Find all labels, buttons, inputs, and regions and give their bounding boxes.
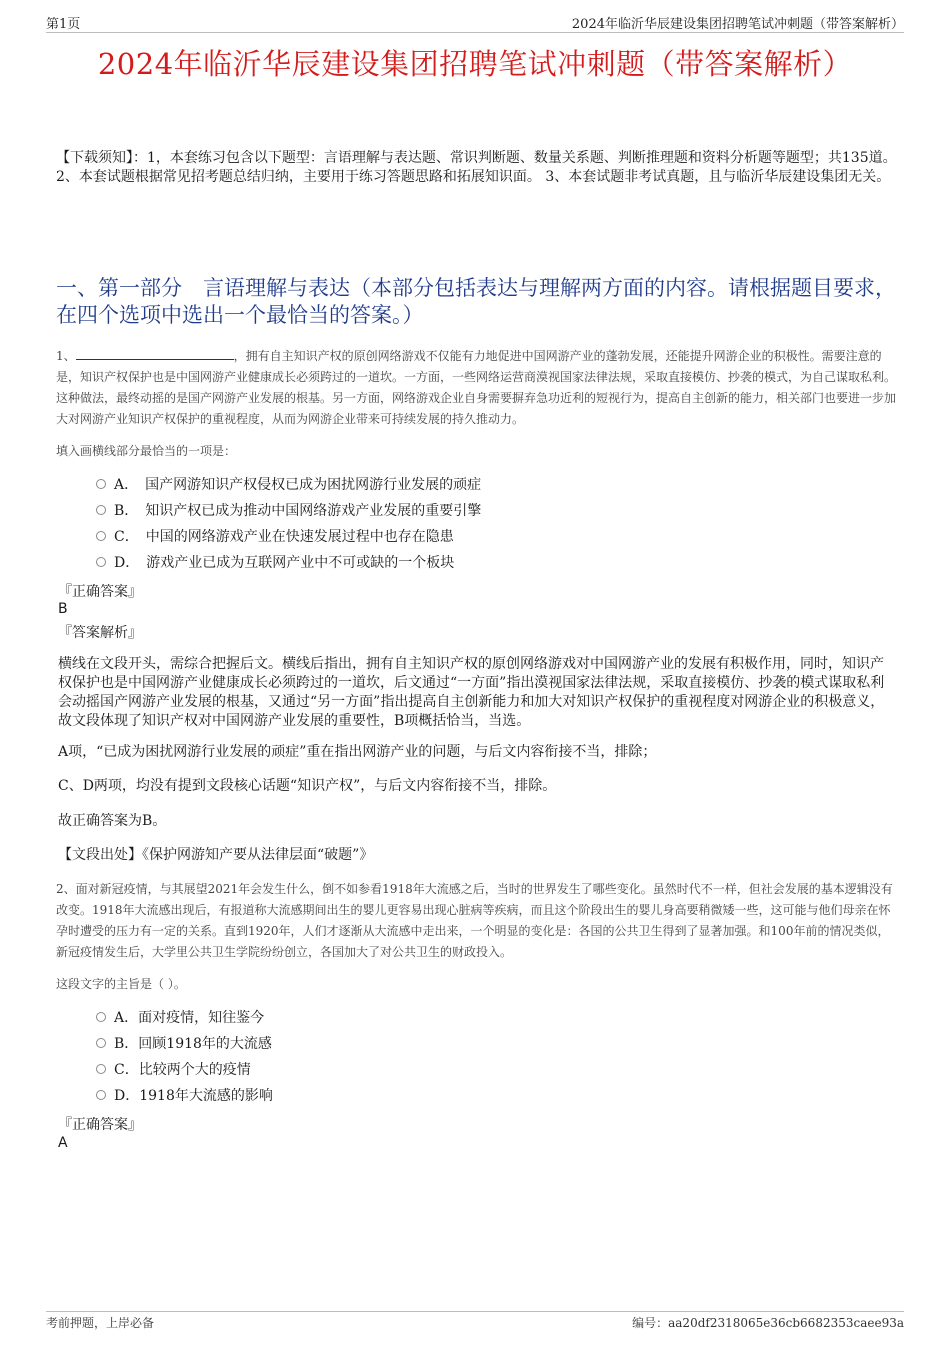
answer-blank bbox=[76, 347, 234, 360]
option-a[interactable] bbox=[96, 1005, 273, 1031]
answer-label: 『正确答案』 bbox=[58, 1117, 142, 1133]
question-body: 面对新冠疫情，与其展望2021年会发生什么，倒不如参看1918年大流感之后，当时的世界发生了哪些变化。虽然时代不一样，但社会发展的基本逻辑没有改变。1918年大流感出现后，有报道称大流感期间出生的婴儿更容易出现心脏病等疾病，而且这个阶段出生的婴儿身高要稍微矮一些，这可能与他们母亲在怀孕时遭受的压力有一定的关系。直到1920年，人们才逐渐从大流感中走出来，一个明显的变化是：各国的公共卫生得到了显著加强。和100年前的情况类似，新冠疫情发生后，大学里公共卫生学院纷纷创立，各国加大了对公共卫生的财政投入。 bbox=[56, 882, 893, 959]
question-2-options bbox=[96, 1005, 273, 1109]
radio-icon[interactable] bbox=[96, 1064, 106, 1074]
option-c[interactable] bbox=[96, 1057, 273, 1083]
answer-label: 『正确答案』 bbox=[58, 584, 142, 600]
radio-icon[interactable] bbox=[96, 505, 106, 515]
download-notice: 【下载须知】：1，本套练习包含以下题型：言语理解与表达题、常识判断题、数量关系题、判断推理题和资料分析题等题型；共135道。 2、本套试题根据常见招考题总结归纳，主要用于练习答题思路和拓展知识面。 3、本套试题非考试真题，且与临沂华辰建设集团无关。 bbox=[56, 150, 897, 185]
option-b[interactable] bbox=[96, 498, 481, 524]
section-heading: 一、第一部分 言语理解与表达（本部分包括表达与理解两方面的内容。请根据题目要求，在四个选项中选出一个最恰当的答案。） bbox=[56, 276, 896, 327]
option-b[interactable] bbox=[96, 1031, 273, 1057]
question-1-text bbox=[56, 346, 900, 430]
answer-value: A bbox=[58, 1135, 68, 1151]
question-1-prompt: 填入画横线部分最恰当的一项是： bbox=[56, 444, 237, 458]
option-text: B． 知识产权已成为推动中国网络游戏产业发展的重要引擎 bbox=[114, 503, 482, 519]
option-text: C．比较两个大的疫情 bbox=[114, 1062, 251, 1078]
question-body: ，拥有自主知识产权的原创网络游戏不仅能有力地促进中国网游产业的蓬勃发展，还能提升网游企业的积极性。需要注意的是，知识产权保护也是中国网游产业健康成长必须跨过的一道坎。一方面，一些网络运营商漠视国家法律法规，采取直接模仿、抄袭的模式，为自己谋取私利。这种做法，最终动摇的是国产网游产业发展的根基。另一方面，网络游戏企业自身需要摒弃急功近利的短视行为，提高自主创新的能力，相关部门也要进一步加大对网游产业知识产权保护的重视程度，从而为网游企业带来可持续发展的持久推动力。 bbox=[56, 349, 897, 426]
option-c[interactable] bbox=[96, 524, 481, 550]
radio-icon[interactable] bbox=[96, 557, 106, 567]
radio-icon[interactable] bbox=[96, 479, 106, 489]
header-doc-title: 2024年临沂华辰建设集团招聘笔试冲刺题（带答案解析） bbox=[571, 17, 904, 32]
analysis-paragraph: C、D两项，均没有提到文段核心话题“知识产权”，与后文内容衔接不当，排除。 bbox=[58, 778, 557, 794]
radio-icon[interactable] bbox=[96, 531, 106, 541]
option-text: C． 中国的网络游戏产业在快速发展过程中也存在隐患 bbox=[114, 529, 454, 545]
option-text: D． 游戏产业已成为互联网产业中不可或缺的一个板块 bbox=[114, 555, 455, 571]
document-title: 2024年临沂华辰建设集团招聘笔试冲刺题（带答案解析） bbox=[97, 47, 853, 81]
option-text: D．1918年大流感的影响 bbox=[114, 1088, 273, 1104]
radio-icon[interactable] bbox=[96, 1038, 106, 1048]
question-number: 2、 bbox=[56, 882, 76, 896]
answer-value: B bbox=[58, 601, 68, 617]
question-2-prompt: 这段文字的主旨是（ ）。 bbox=[56, 977, 186, 991]
option-text: B．回顾1918年的大流感 bbox=[114, 1036, 272, 1052]
footer-doc-id: 编号：aa20df2318065e36cb6682353caee93a bbox=[632, 1316, 904, 1330]
footer-divider bbox=[46, 1311, 904, 1312]
option-d[interactable] bbox=[96, 550, 481, 576]
analysis-paragraph: A项，“已成为困扰网游行业发展的顽症”重在指出网游产业的问题，与后文内容衔接不当，排除； bbox=[58, 744, 657, 760]
page-header bbox=[0, 0, 950, 32]
footer-slogan: 考前押题，上岸必备 bbox=[46, 1316, 155, 1330]
page-number: 第1页 bbox=[46, 17, 81, 32]
analysis-paragraph: 故正确答案为B。 bbox=[58, 813, 167, 829]
option-text: A． 国产网游知识产权侵权已成为困扰网游行业发展的顽症 bbox=[114, 477, 482, 493]
option-a[interactable] bbox=[96, 472, 481, 498]
header-divider bbox=[46, 32, 904, 33]
question-number: 1、 bbox=[56, 349, 76, 363]
analysis-label: 『答案解析』 bbox=[58, 625, 142, 641]
question-2-text bbox=[56, 879, 900, 963]
radio-icon[interactable] bbox=[96, 1090, 106, 1100]
question-1-options bbox=[96, 472, 481, 576]
source-citation: 【文段出处】《保护网游知产要从法律层面“破题”》 bbox=[58, 847, 374, 863]
radio-icon[interactable] bbox=[96, 1012, 106, 1022]
option-text: A．面对疫情，知往鉴今 bbox=[114, 1010, 265, 1026]
option-d[interactable] bbox=[96, 1083, 273, 1109]
analysis-paragraph: 横线在文段开头，需综合把握后文。横线后指出，拥有自主知识产权的原创网络游戏对中国网游产业的发展有积极作用，同时，知识产权保护也是中国网游产业健康成长必须跨过的一道坎，后文通过“一方面”指出漠视国家法律法规，采取直接模仿、抄袭的模式谋取私利会动摇国产网游产业发展的根基，又通过“另一方面”指出提高自主创新能力和加大对知识产权保护的重视程度对网游企业的积极意义，故文段体现了知识产权对中国网游产业发展的重要性，B项概括恰当，当选。 bbox=[58, 656, 885, 729]
